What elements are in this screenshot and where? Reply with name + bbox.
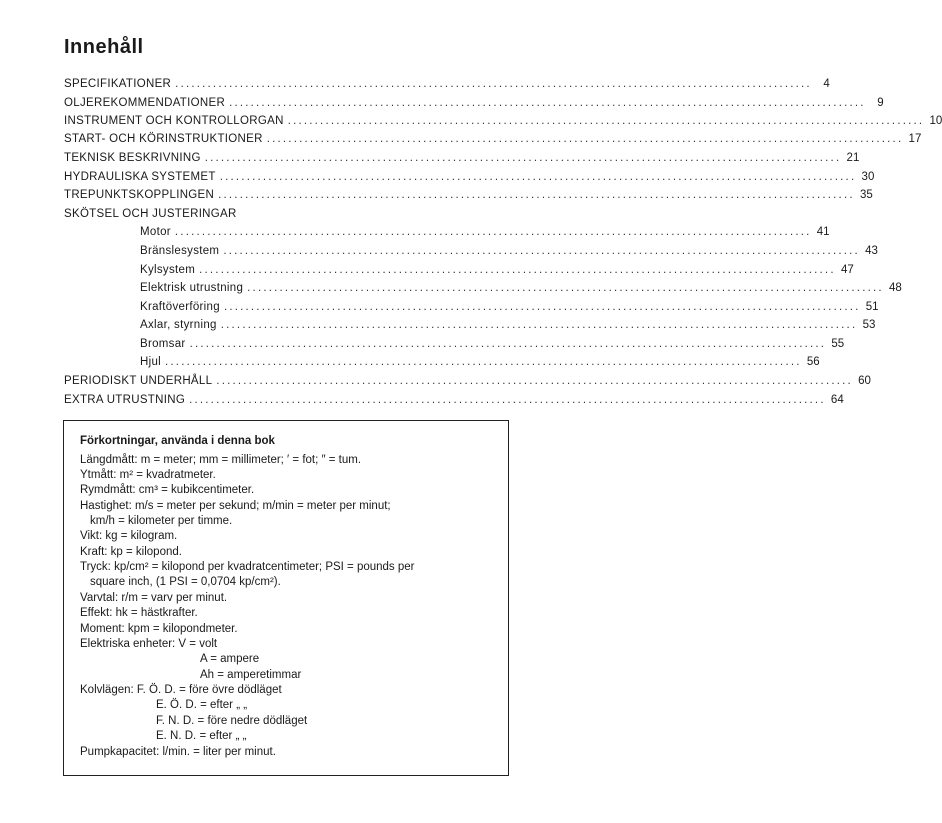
toc-entry-label: EXTRA UTRUSTNING — [64, 394, 186, 406]
toc-entry-label: Hjul — [140, 356, 162, 368]
abbreviation-line: Ah = amperetimmar — [200, 669, 302, 681]
abbreviation-line: F. N. D. = före nedre dödläget — [156, 715, 308, 727]
toc-entry-label: TREPUNKTSKOPPLINGEN — [64, 189, 215, 201]
abbreviation-line: A = ampere — [200, 653, 260, 665]
toc-leader-dots: ...................................................................................................................... — [174, 226, 812, 238]
abbreviation-line: Vikt: kg = kilogram. — [80, 530, 178, 542]
abbreviation-line: Kolvlägen: F. Ö. D. = före övre dödläget — [80, 684, 282, 696]
toc-entry-label: Kraftöverföring — [140, 301, 220, 313]
toc-entry-label: Axlar, styrning — [140, 319, 217, 331]
toc-section-heading[interactable] — [64, 207, 514, 221]
toc-entry-page: 55 — [831, 338, 845, 350]
toc-subentry[interactable] — [140, 244, 878, 258]
toc-entry-label: Elektrisk utrustning — [140, 282, 244, 294]
toc-entry-label: INSTRUMENT OCH KONTROLLORGAN — [64, 115, 284, 127]
toc-entry-label: Kylsystem — [140, 264, 196, 276]
toc-entry-label: Bränslesystem — [140, 245, 220, 257]
toc-subentry[interactable] — [140, 281, 902, 295]
toc-leader-dots: ...................................................................................................................... — [218, 189, 855, 201]
toc-leader-dots: ...................................................................................................................... — [229, 97, 866, 109]
toc-entry-page: 41 — [816, 226, 830, 238]
toc-entry-page: 21 — [846, 152, 860, 164]
toc-leader-dots: ...................................................................................................................... — [219, 171, 857, 183]
abbreviation-line: Elektriska enheter: V = volt — [80, 638, 218, 650]
toc-entry[interactable] — [64, 132, 922, 146]
toc-leader-dots: ...................................................................................................................... — [266, 133, 904, 145]
toc-entry[interactable] — [64, 393, 844, 407]
abbreviation-line: Längdmått: m = meter; mm = millimeter; ′ = fot; ″ = tum. — [80, 454, 362, 466]
abbreviation-line: Kraft: kp = kilopond. — [80, 546, 182, 558]
toc-subentry[interactable] — [140, 318, 876, 332]
abbreviations-box — [63, 420, 509, 776]
abbreviation-line: square inch, (1 PSI = 0,0704 kp/cm²). — [90, 576, 281, 588]
toc-entry[interactable] — [64, 96, 884, 110]
abbreviation-line: Effekt: hk = hästkrafter. — [80, 607, 198, 619]
toc-entry[interactable] — [64, 188, 873, 202]
toc-entry-page: 17 — [908, 133, 922, 145]
abbreviation-line: km/h = kilometer per timme. — [90, 515, 233, 527]
toc-entry-label: TEKNISK BESKRIVNING — [64, 152, 201, 164]
toc-entry-page: 30 — [861, 171, 875, 183]
toc-entry-page: 47 — [840, 264, 854, 276]
toc-subentry[interactable] — [140, 300, 879, 314]
page-title: Innehåll — [64, 36, 144, 58]
toc-entry-page: 60 — [858, 375, 871, 387]
toc-entry[interactable] — [64, 114, 942, 128]
toc-subentry[interactable] — [140, 225, 830, 239]
toc-leader-dots: ...................................................................................................................... — [189, 394, 826, 406]
toc-entry-page: 4 — [823, 78, 830, 90]
toc-entry-page: 51 — [865, 301, 879, 313]
toc-entry-label: Bromsar — [140, 338, 186, 350]
toc-entry-page: 35 — [859, 189, 873, 201]
abbreviation-line: Moment: kpm = kilopondmeter. — [80, 623, 238, 635]
toc-leader-dots: ...................................................................................................................... — [165, 356, 802, 368]
toc-leader-dots: ...................................................................................................................... — [223, 245, 860, 257]
toc-entry-label: Motor — [140, 226, 171, 238]
toc-entry-label: OLJEREKOMMENDATIONER — [64, 97, 226, 109]
toc-leader-dots: ...................................................................................................................... — [189, 338, 827, 350]
abbreviation-line: Tryck: kp/cm² = kilopond per kvadratcentimeter; PSI = pounds per — [80, 561, 415, 573]
abbreviation-line: Ytmått: m² = kvadratmeter. — [80, 469, 216, 481]
toc-entry[interactable] — [64, 151, 860, 165]
toc-entry-page: 56 — [806, 356, 820, 368]
toc-entry-label: SPECIFIKATIONER — [64, 78, 172, 90]
toc-entry[interactable] — [64, 170, 875, 184]
abbreviation-line: Pumpkapacitet: l/min. = liter per minut. — [80, 746, 276, 758]
toc-subentry[interactable] — [140, 355, 820, 369]
toc-leader-dots: ...................................................................................................................... — [199, 264, 836, 276]
toc-leader-dots: ...................................................................................................................... — [287, 115, 925, 127]
toc-entry-page: 64 — [830, 394, 844, 406]
abbreviation-line: Varvtal: r/m = varv per minut. — [80, 592, 228, 604]
toc-entry-label: START- OCH KÖRINSTRUKTIONER — [64, 133, 263, 145]
toc-subentry[interactable] — [140, 263, 854, 277]
toc-entry[interactable] — [64, 374, 871, 388]
toc-entry[interactable] — [64, 77, 830, 91]
abbreviation-line: E. N. D. = efter „ „ — [156, 730, 247, 742]
toc-leader-dots: ...................................................................................................................... — [175, 78, 812, 90]
toc-entry-page: 9 — [877, 97, 884, 109]
abbreviation-line: E. Ö. D. = efter „ „ — [156, 699, 248, 711]
toc-entry-page: 53 — [862, 319, 876, 331]
toc-leader-dots: ...................................................................................................................... — [223, 301, 861, 313]
toc-leader-dots: ...................................................................................................................... — [247, 282, 884, 294]
abbreviation-line: Hastighet: m/s = meter per sekund; m/min = meter per minut; — [80, 500, 391, 512]
toc-leader-dots: ...................................................................................................................... — [204, 152, 842, 164]
abbreviations-title: Förkortningar, använda i denna bok — [80, 435, 275, 447]
toc-entry-page: 10 — [929, 115, 942, 127]
toc-entry-label: PERIODISKT UNDERHÅLL — [64, 375, 213, 387]
toc-entry-page: 43 — [865, 245, 878, 257]
toc-entry-page: 48 — [888, 282, 902, 294]
toc-entry-label: HYDRAULISKA SYSTEMET — [64, 171, 216, 183]
toc-subentry[interactable] — [140, 337, 845, 351]
toc-leader-dots: ...................................................................................................................... — [220, 319, 858, 331]
abbreviation-line: Rymdmått: cm³ = kubikcentimeter. — [80, 484, 255, 496]
toc-entry-label: SKÖTSEL OCH JUSTERINGAR — [64, 208, 237, 220]
toc-leader-dots: ...................................................................................................................... — [216, 375, 853, 387]
